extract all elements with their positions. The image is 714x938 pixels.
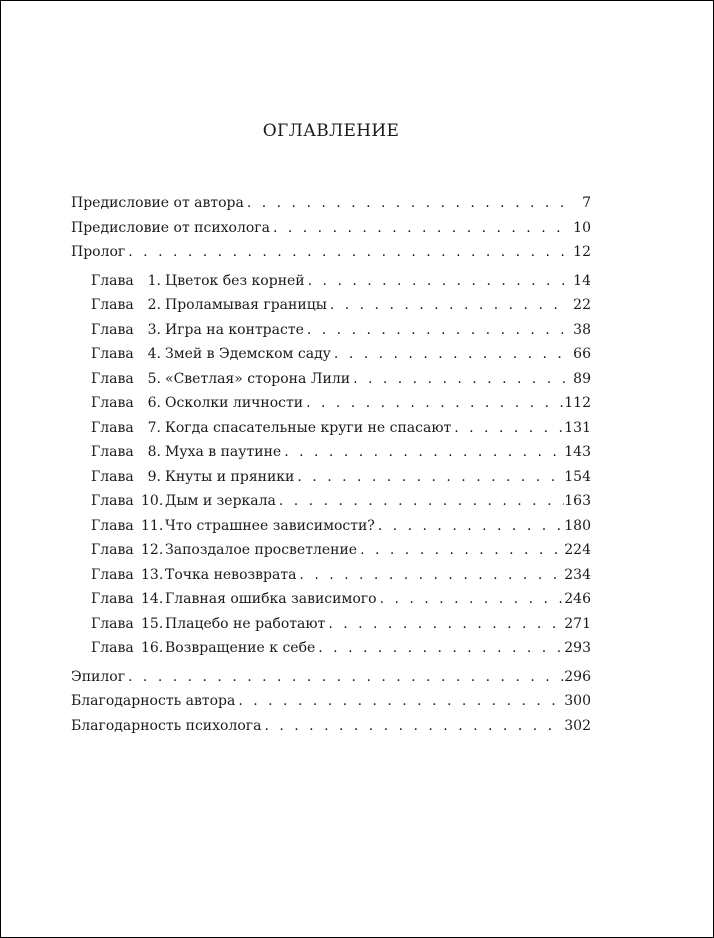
dot-leader [357, 538, 564, 563]
toc-chapter-entry [71, 391, 591, 416]
chapter-word: Глава [91, 444, 134, 460]
chapter-title: Главная ошибка зависимого [165, 591, 377, 607]
chapter-number: 6. [147, 395, 161, 411]
chapter-number: 12. [141, 542, 164, 558]
toc-chapter-entry [71, 489, 591, 514]
chapter-title: Что страшнее зависимости? [165, 517, 375, 534]
chapter-word: Глава [91, 591, 134, 607]
dot-leader [244, 191, 569, 216]
chapter-page: 271 [564, 615, 591, 632]
chapter-title: Точка невозврата [165, 566, 297, 583]
chapter-number: 14. [141, 591, 164, 607]
chapter-number: 15. [141, 615, 164, 632]
dot-leader [303, 391, 564, 416]
dot-leader [294, 465, 564, 490]
toc-entry-page: 296 [564, 668, 591, 685]
dot-leader [304, 318, 569, 343]
dot-leader [305, 269, 569, 294]
chapter-page: 293 [564, 640, 591, 656]
chapter-page: 234 [564, 566, 591, 583]
toc-entry [71, 216, 591, 241]
toc-entry [71, 665, 591, 690]
chapter-title: Когда спасательные круги не спасают [165, 419, 452, 436]
toc-chapter-entry [71, 318, 591, 343]
toc-entry-label: Благодарность психолога [71, 717, 262, 734]
toc-chapter-entry [71, 342, 591, 367]
toc-chapter-entry [71, 293, 591, 318]
dot-leader [270, 216, 569, 241]
page-title: ОГЛАВЛЕНИЕ [262, 121, 400, 141]
chapter-number: 8. [147, 444, 161, 460]
chapter-number: 7. [147, 419, 161, 436]
chapter-word: Глава [91, 346, 134, 362]
chapter-number: 1. [147, 272, 161, 289]
chapter-word: Глава [91, 640, 134, 656]
chapter-title: Кнуты и пряники [165, 468, 295, 485]
chapter-word: Глава [91, 370, 134, 387]
chapter-title: Дым и зеркала [165, 493, 276, 509]
chapter-word: Глава [91, 395, 134, 411]
chapter-page: 224 [564, 542, 591, 558]
dot-leader [375, 514, 564, 539]
toc-entry-page: 302 [564, 717, 591, 734]
chapter-word: Глава [91, 419, 134, 436]
dot-leader [261, 714, 564, 739]
table-of-contents [71, 191, 591, 738]
toc-chapter-entry [71, 465, 591, 490]
toc-entry-page: 10 [573, 219, 591, 236]
chapter-word: Глава [91, 493, 134, 509]
chapter-word: Глава [91, 297, 134, 313]
chapter-word: Глава [91, 272, 134, 289]
chapter-title: Игра на контрасте [165, 321, 304, 338]
chapter-title: Муха в паутине [165, 444, 282, 460]
toc-chapter-entry [71, 538, 591, 563]
chapter-page: 112 [564, 395, 591, 411]
chapter-page: 14 [573, 272, 591, 289]
toc-chapter-entry [71, 612, 591, 637]
chapter-title: Запоздалое просветление [165, 542, 358, 558]
chapter-number: 11. [141, 517, 164, 534]
dot-leader [451, 416, 564, 441]
chapter-page: 131 [564, 419, 591, 436]
toc-chapter-entry [71, 636, 591, 661]
chapter-number: 9. [147, 468, 161, 485]
chapter-number: 2. [147, 297, 161, 313]
toc-chapter-entry [71, 514, 591, 539]
chapter-title: Цветок без корней [165, 272, 305, 289]
toc-entry-label: Благодарность автора [71, 693, 236, 709]
chapter-title: Возвращение к себе [165, 640, 316, 656]
dot-leader [125, 240, 569, 265]
toc-entry-page: 12 [573, 244, 591, 260]
dot-leader [276, 489, 564, 514]
toc-entry-label: Эпилог [71, 668, 126, 685]
dot-leader [350, 367, 569, 392]
toc-entry-page: 300 [564, 693, 591, 709]
toc-chapter-entry [71, 367, 591, 392]
toc-entry [71, 191, 591, 216]
chapter-page: 66 [573, 346, 591, 362]
toc-entry-page: 7 [582, 195, 591, 211]
chapter-page: 143 [564, 444, 591, 460]
chapter-number: 10. [141, 493, 164, 509]
toc-chapter-entry [71, 587, 591, 612]
dot-leader [125, 665, 564, 690]
toc-entry-label: Предисловие от автора [71, 195, 244, 211]
toc-chapter-entry [71, 269, 591, 294]
dot-leader [331, 342, 569, 367]
chapter-page: 22 [573, 297, 591, 313]
chapter-word: Глава [91, 542, 134, 558]
toc-entry [71, 240, 591, 265]
chapter-number: 13. [141, 566, 164, 583]
chapter-page: 89 [573, 370, 591, 387]
toc-chapter-entry [71, 563, 591, 588]
chapter-number: 5. [147, 370, 161, 387]
chapter-number: 16. [141, 640, 164, 656]
dot-leader [235, 689, 564, 714]
dot-leader [325, 612, 564, 637]
dot-leader [296, 563, 564, 588]
chapter-word: Глава [91, 566, 134, 583]
chapter-number: 3. [147, 321, 161, 338]
chapter-title: Проламывая границы [165, 297, 327, 313]
dot-leader [315, 636, 564, 661]
dot-leader [281, 440, 564, 465]
chapter-page: 154 [564, 468, 591, 485]
chapter-page: 180 [564, 517, 591, 534]
chapter-word: Глава [91, 468, 134, 485]
toc-chapter-entry [71, 440, 591, 465]
chapter-word: Глава [91, 517, 134, 534]
chapter-title: Плацебо не работают [165, 615, 326, 632]
chapter-word: Глава [91, 615, 134, 632]
chapter-page: 246 [564, 591, 591, 607]
chapter-title: Змей в Эдемском саду [165, 346, 331, 362]
dot-leader [377, 587, 565, 612]
chapter-number: 4. [147, 346, 161, 362]
chapter-title: Осколки личности [165, 395, 304, 411]
toc-entry [71, 689, 591, 714]
chapter-title: «Светлая» сторона Лили [165, 370, 351, 387]
dot-leader [327, 293, 569, 318]
toc-entry [71, 714, 591, 739]
chapter-page: 38 [573, 321, 591, 338]
chapter-page: 163 [564, 493, 591, 509]
toc-entry-label: Пролог [71, 244, 126, 260]
toc-entry-label: Предисловие от психолога [71, 219, 270, 236]
toc-chapter-entry [71, 416, 591, 441]
chapter-word: Глава [91, 321, 134, 338]
